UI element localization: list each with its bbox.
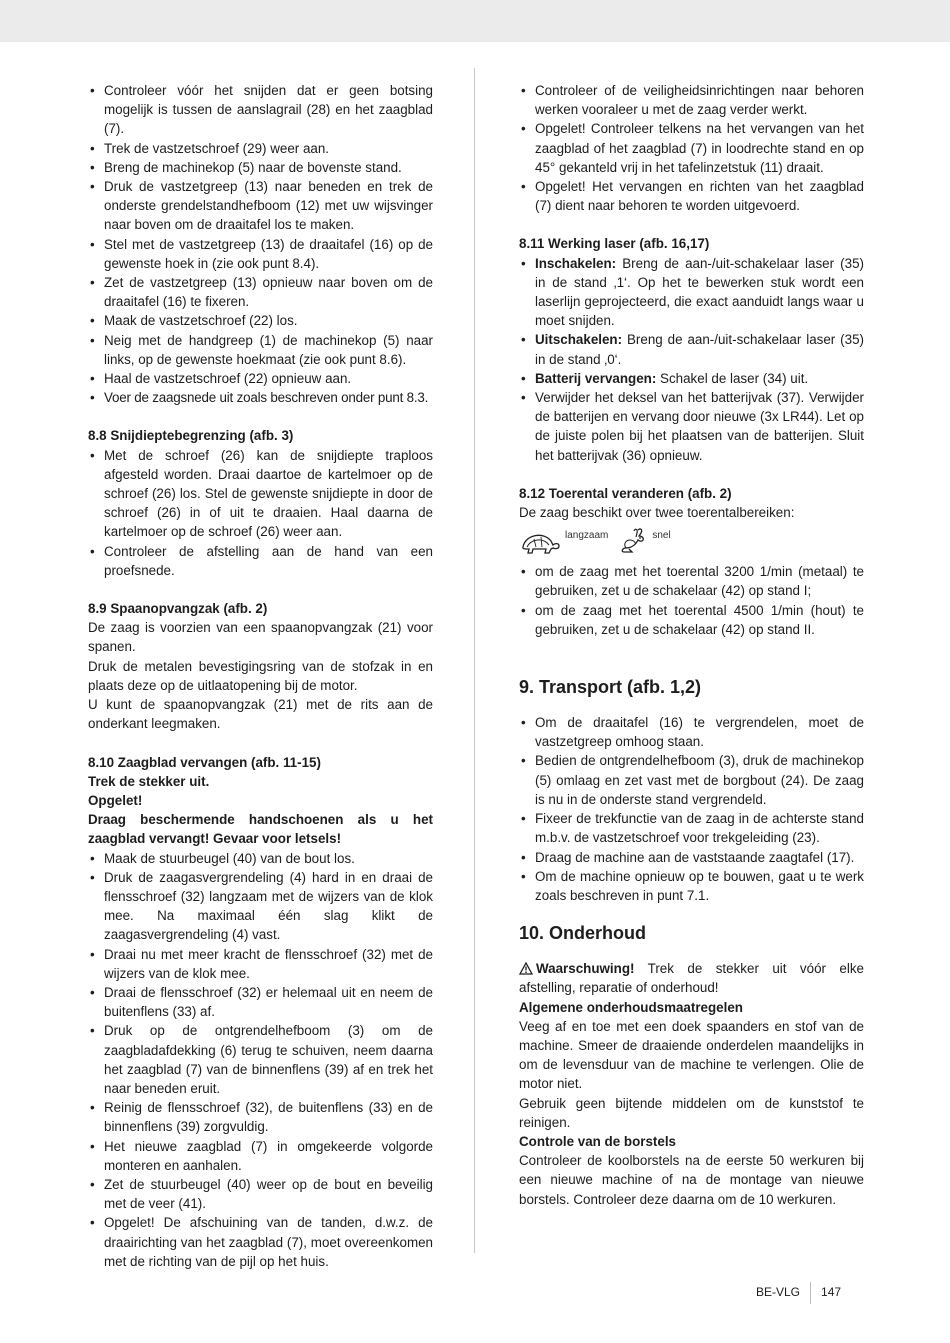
list-item: • om de zaag met het toerental 4500 1/min (hout) te gebruiken, zet u de schakelaar (42) op stand II. [519,601,864,639]
list-item: • Reinig de flensschroef (32), de buitenflens (33) en de binnenflens (39) zorgvuldig. [88,1098,433,1136]
list-item [519,369,864,388]
list-item: • Druk op de ontgrendelhefboom (3) om de zaagbladafdekking (6) terug te schuiven, neem daarna het zaagblad (7) van de binnenflens (39) af en trek het naar beneden eruit. [88,1021,433,1098]
language-code: BE-VLG [756,1285,801,1300]
depth-limit-list [88,446,433,580]
list-item: • Opgelet! Controleer telkens na het vervangen van het zaagblad of het zaagblad (7) in loodrechte stand en op 45° gekanteld vrij in het tafelinzetstuk (11) draait. [519,119,864,177]
list-item: • Zet de vastzetgreep (13) opnieuw naar boven om de draaitafel (16) te fixeren. [88,273,433,311]
subheading: Algemene onderhoudsmaatregelen [519,999,743,1015]
section-heading-9: 9. Transport (afb. 1,2) [519,677,702,698]
list-item: • Neig met de handgreep (1) de machinekop (5) naar links, op de gewenste hoekmaat (zie ook punt 8.6). [88,331,433,369]
paragraph: Gebruik geen bijtende middelen om de kunststof te reinigen. [519,1095,864,1130]
list-item: • Druk de vastzetgreep (13) naar beneden en trek de onderste grendelstandhefboom (12) met uw wijsvinger naar boven om de draaitafel los te maken. [88,177,433,235]
slow-label: langzaam [565,529,609,541]
paragraph: U kunt de spaanopvangzak (21) met de rits aan de onderkant leegmaken. [88,697,433,732]
list-item: • Stel met de vastzetgreep (13) de draaitafel (16) op de gewenste hoek in (zie ook punt 8.4). [88,235,433,273]
list-item: • Bedien de ontgrendelhefboom (3), druk de machinekop (5) omlaag en zet vast met de borgbout (24). De zaag is nu in de onderste stand vergrendeld. [519,751,864,809]
subheading: Controle van de borstels [519,1133,677,1149]
list-item: • Haal de vastzetschroef (22) opnieuw aan. [88,369,433,388]
bold-note: Opgelet! [88,792,143,808]
list-item [519,254,864,331]
paragraph: De zaag is voorzien van een spaanopvangzak (21) voor spanen. [88,620,433,655]
list-item [519,330,864,368]
list-item: • Maak de stuurbeugel (40) van de bout los. [88,849,433,868]
page-footer [756,1282,841,1304]
list-item: • Draai nu met meer kracht de flensschroef (32) met de wijzers van de klok mee. [88,945,433,983]
speed-list [519,562,864,639]
list-item: • Om de machine opnieuw op te bouwen, gaat u te werk zoals beschreven in punt 7.1. [519,867,864,905]
footer-separator [810,1282,811,1304]
item-text: Breng de aan-/uit-schakelaar laser (35) in de stand ‚0‘. [535,332,864,367]
bold-note: Draag beschermende handschoenen als u het zaagblad vervangt! Gevaar voor letsels! [88,812,433,847]
left-column [88,81,433,1271]
list-item: • Het nieuwe zaagblad (7) in omgekeerde volgorde monteren en aanhalen. [88,1137,433,1175]
list-item: • Breng de machinekop (5) naar de bovenste stand. [88,158,433,177]
cutting-steps-list [88,81,433,407]
warning-label: Waarschuwing! [536,961,635,977]
right-column [519,81,864,1209]
section-heading-8-11: 8.11 Werking laser (afb. 16,17) [519,236,710,252]
speed-symbols [519,524,864,558]
list-item: • Controleer of de veiligheidsinrichtingen naar behoren werken vooraleer u met de zaag verder werkt. [519,81,864,119]
list-item: • Maak de vastzetschroef (22) los. [88,311,433,330]
rabbit-icon [618,526,648,556]
list-item: • Zet de stuurbeugel (40) weer op de bout en beveilig met de veer (41). [88,1175,433,1213]
bold-label: Inschakelen: [535,255,617,271]
turtle-icon [519,527,561,555]
list-item: • Controleer vóór het snijden dat er geen botsing mogelijk is tussen de aanslagrail (28) en het zaagblad (7). [88,81,433,139]
list-item: • Opgelet! De afschuining van de tanden, d.w.z. de draairichting van het zaagblad (7), moet overeenkomen met de richting van de pijl op het huis. [88,1213,433,1271]
list-item: • Fixeer de trekfunctie van de zaag in de achterste stand m.b.v. de vastzetschroef voor trekgeleiding (23). [519,809,864,847]
paragraph: De zaag beschikt over twee toerentalbereiken: [519,505,795,521]
list-item: • om de zaag met het toerental 3200 1/min (metaal) te gebruiken, zet u de schakelaar (42) op stand I; [519,562,864,600]
list-item: • Draai de flensschroef (32) er helemaal uit en neem de buitenflens (33) af. [88,983,433,1021]
list-item: • Verwijder het deksel van het batterijvak (37). Verwijder de batterijen en vervang door nieuwe (3x LR44). Let op de juiste polen bij het plaatsen van de batterijen. Sluit het batterijvak (36) opnieuw. [519,388,864,465]
list-item: • Om de draaitafel (16) te vergrendelen, moet de vastzetgreep omhoog staan. [519,713,864,751]
page-number: 147 [821,1285,842,1300]
paragraph: Veeg af en toe met een doek spaanders en stof van de machine. Smeer de draaiende onderdelen maandelijks in om de levensduur van de machine te verlengen. Olie de motor niet. [519,1018,864,1092]
bold-label: Uitschakelen: [535,332,623,348]
item-text: Breng de aan-/uit-schakelaar laser (35) in de stand ‚1‘. Op het te bewerken stuk wordt een laserlijn geprojecteerd, die exact aanduidt langs waar u moet snijden. [535,255,864,329]
list-item: • Druk de zaagasvergrendeling (4) hard in en draai de flensschroef (32) langzaam met de wijzers van de klok mee. Na maximaal één slag klikt de zaagasvergrendeling (4) vast. [88,868,433,945]
list-item: • Voer de zaagsnede uit zoals beschreven onder punt 8.3. [88,388,433,407]
list-item: • Controleer de afstelling aan de hand van een proefsnede. [88,542,433,580]
warning-paragraph [519,959,864,997]
list-item: • Met de schroef (26) kan de snijdiepte traploos afgesteld worden. Draai daartoe de kartelmoer op de schroef (26) los. Stel de gewenste snijdiepte in door de schroef (26) in of uit te draaien. Haal daarna de kartelmoer op de schroef (26) weer aan. [88,446,433,542]
bold-label: Batterij vervangen: [535,370,657,386]
warning-icon [519,962,533,975]
section-heading-10: 10. Onderhoud [519,923,647,944]
paragraph: Druk de metalen bevestigingsring van de stofzak in en plaats deze op de uitlaatopening bij de motor. [88,658,433,693]
paragraph: Controleer de koolborstels na de eerste 50 werkuren bij een nieuwe machine of na de montage van nieuwe borstels. Controleer deze daarna om de 10 werkuren. [519,1153,864,1207]
fast-label: snel [652,529,671,541]
section-heading-8-12: 8.12 Toerental veranderen (afb. 2) [519,485,732,501]
section-heading-8-9: 8.9 Spaanopvangzak (afb. 2) [88,601,268,617]
section-heading-8-8: 8.8 Snijdieptebegrenzing (afb. 3) [88,428,294,444]
bold-note: Trek de stekker uit. [88,773,210,789]
transport-list [519,713,864,905]
list-item: • Opgelet! Het vervangen en richten van het zaagblad (7) dient naar behoren te worden uitgevoerd. [519,177,864,215]
section-heading-8-10: 8.10 Zaagblad vervangen (afb. 11-15) [88,754,321,770]
laser-list [519,254,864,465]
column-divider [474,68,475,1253]
blade-change-list [88,849,433,1271]
safety-check-list [519,81,864,215]
list-item: • Trek de vastzetschroef (29) weer aan. [88,139,433,158]
top-bar [0,0,950,42]
warning-text: Trek de stekker uit vóór elke afstelling, reparatie of onderhoud! [519,961,864,996]
list-item: • Draag de machine aan de vaststaande zaagtafel (17). [519,848,864,867]
item-text: Schakel de laser (34) uit. [656,370,809,386]
